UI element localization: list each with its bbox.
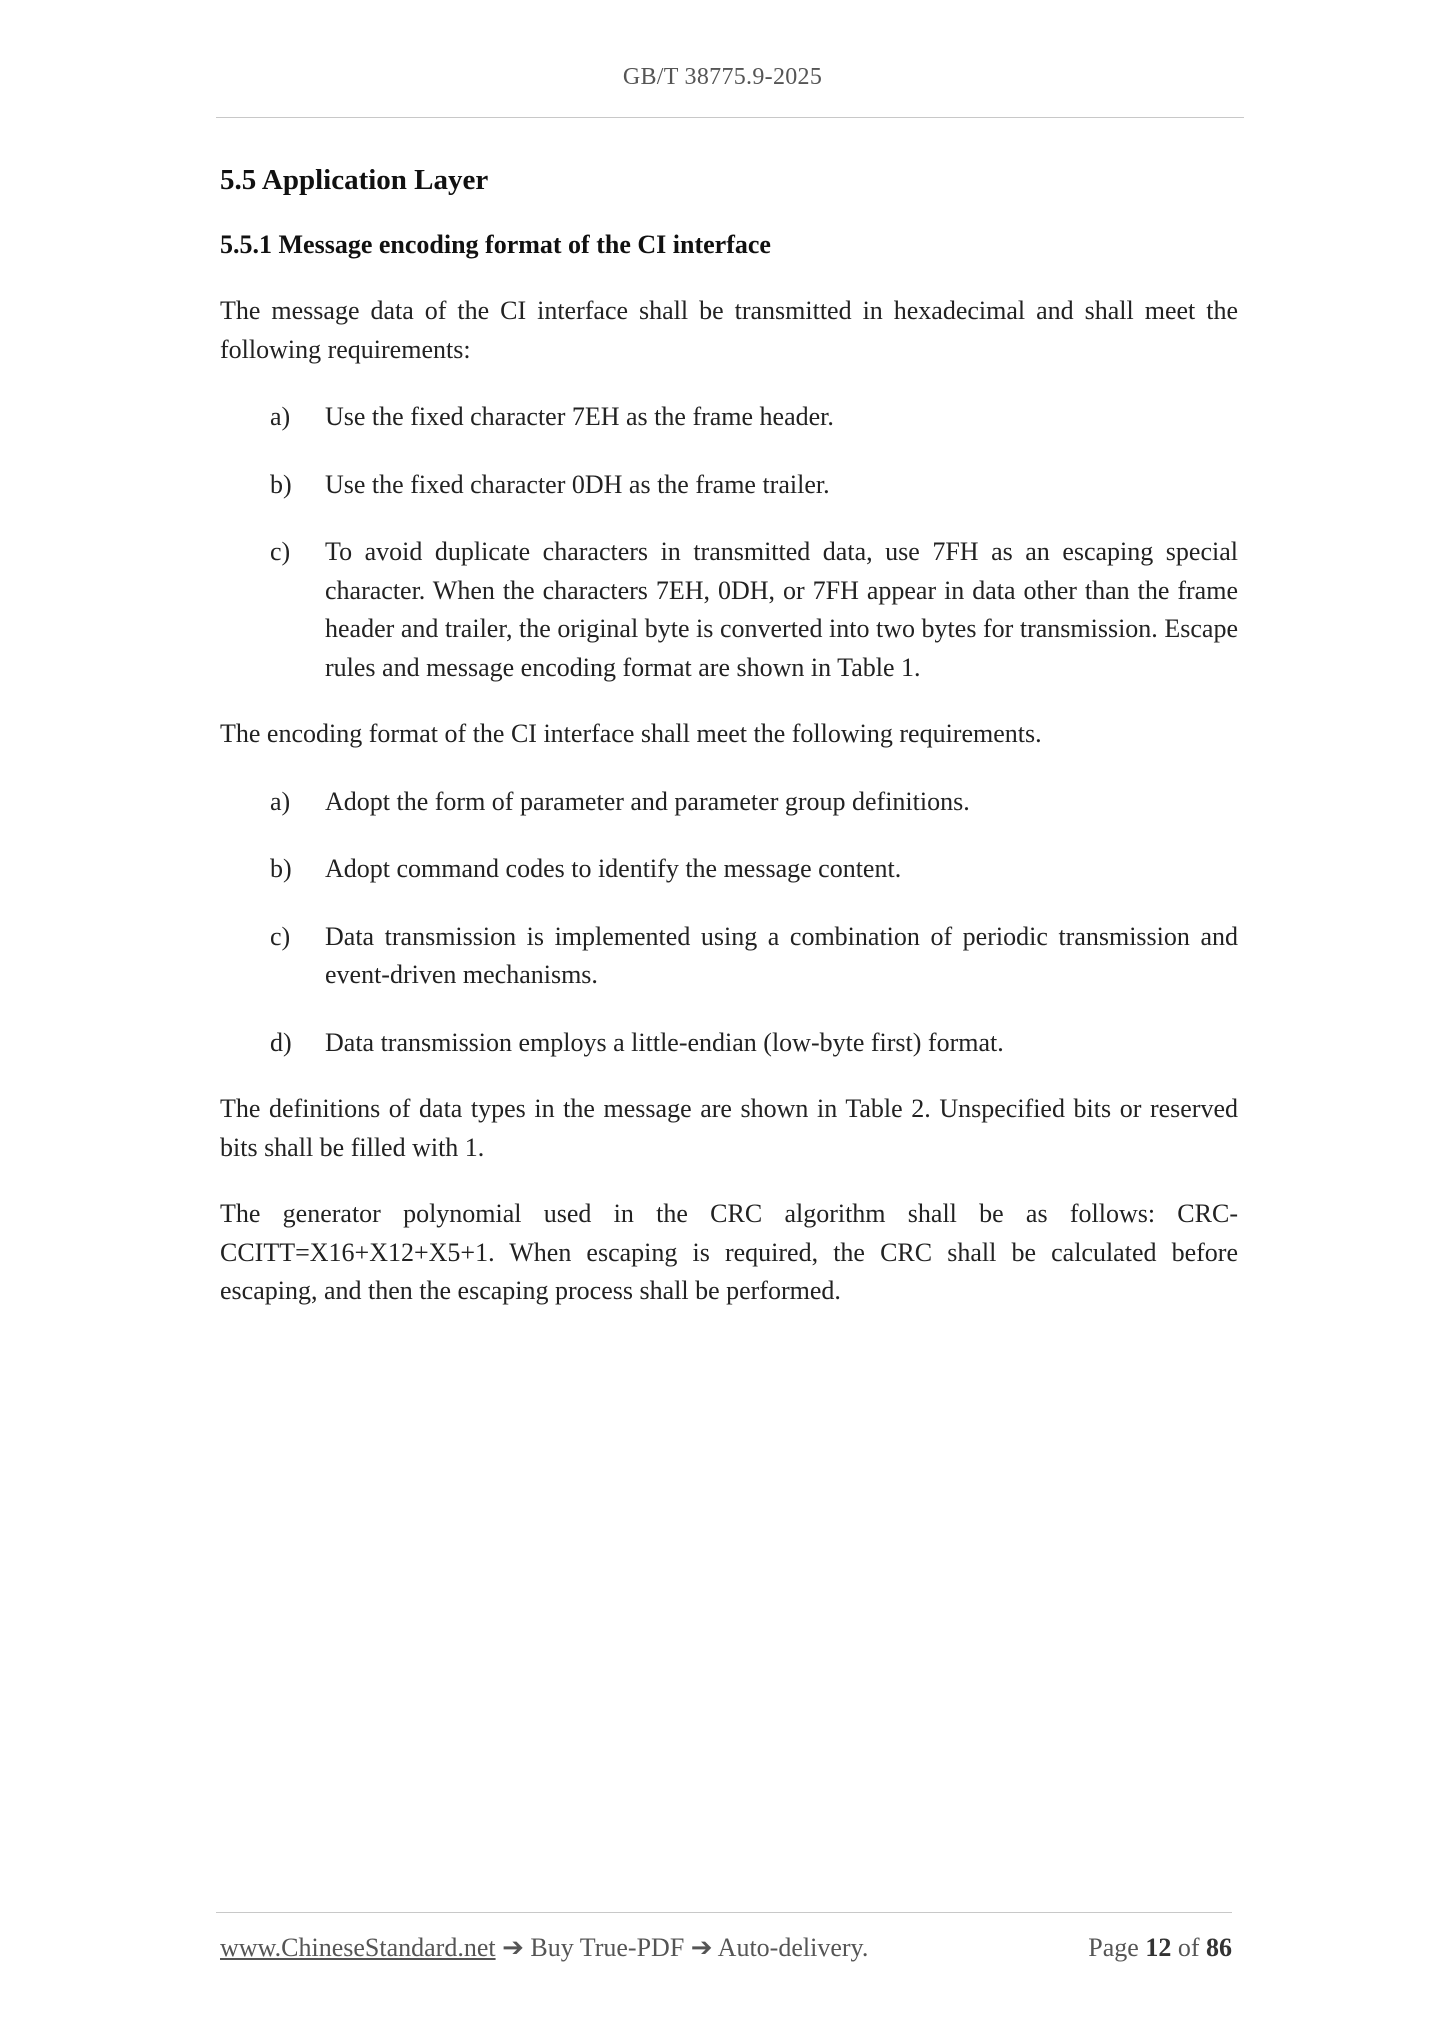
list-marker: d) bbox=[270, 1027, 292, 1057]
running-header: GB/T 38775.9-2025 bbox=[622, 64, 823, 90]
crc-paragraph: The generator polynomial used in the CRC algorithm shall be as follows: CRC-CCITT=X16+X12+X5+1. When escaping is required, the CRC shall be calculated before escaping, and then the escaping process shall be performed. bbox=[220, 1199, 1238, 1305]
list-item-text: Use the fixed character 0DH as the frame trailer. bbox=[325, 469, 830, 499]
section-title: 5.5 Application Layer bbox=[220, 164, 489, 196]
list-marker: a) bbox=[270, 402, 291, 431]
intro-paragraph: The message data of the CI interface shall be transmitted in hexadecimal and shall meet the following requirements: bbox=[220, 296, 1238, 364]
page-label: Page bbox=[1088, 1933, 1139, 1962]
encoding-intro-paragraph: The encoding format of the CI interface shall meet the following requirements. bbox=[220, 719, 1042, 748]
list-marker: b) bbox=[270, 469, 292, 499]
list-item-text: Data transmission employs a little-endian (low-byte first) format. bbox=[325, 1027, 1004, 1057]
header-divider bbox=[216, 117, 1244, 118]
buy-text: Buy True-PDF bbox=[530, 1933, 685, 1962]
list-item-text: Data transmission is implemented using a combination of periodic transmission and event-driven mechanisms. bbox=[325, 921, 1238, 989]
delivery-text: Auto-delivery. bbox=[717, 1933, 869, 1962]
list-item-text: Adopt the form of parameter and parameter group definitions. bbox=[325, 786, 970, 816]
list-item bbox=[220, 533, 1238, 687]
total-pages: 86 bbox=[1206, 1933, 1232, 1962]
page-content bbox=[220, 160, 1238, 1311]
current-page: 12 bbox=[1145, 1933, 1172, 1962]
footer-divider bbox=[216, 1912, 1232, 1913]
list-item-text: To avoid duplicate characters in transmitted data, use 7FH as an escaping special character. When the characters 7EH, 0DH, or 7FH appear in data other than the frame header and trailer, the original byte is converted into two bytes for transmission. Escape rules and message encoding format are shown in Table 1. bbox=[325, 537, 1238, 682]
website-link[interactable]: www.ChineseStandard.net bbox=[220, 1933, 496, 1962]
frame-requirements-list bbox=[220, 398, 1238, 687]
list-item bbox=[220, 398, 1238, 437]
list-item bbox=[220, 918, 1238, 995]
list-marker: c) bbox=[270, 537, 291, 566]
encoding-requirements-list bbox=[220, 783, 1238, 1063]
page-number bbox=[1088, 1930, 1232, 1966]
data-types-paragraph: The definitions of data types in the message are shown in Table 2. Unspecified bits or reserved bits shall be filled with 1. bbox=[220, 1094, 1238, 1162]
list-marker: a) bbox=[270, 786, 291, 816]
list-marker: c) bbox=[270, 921, 291, 951]
page-of: of bbox=[1177, 1933, 1200, 1962]
list-item-text: Adopt command codes to identify the message content. bbox=[325, 854, 902, 883]
list-item-text: Use the fixed character 7EH as the frame header. bbox=[325, 402, 834, 431]
arrow-right-icon: ➔ bbox=[502, 1933, 524, 1962]
list-item bbox=[220, 466, 1238, 505]
list-item bbox=[220, 783, 1238, 822]
list-marker: b) bbox=[270, 854, 292, 883]
arrow-right-icon: ➔ bbox=[690, 1933, 713, 1962]
list-item bbox=[220, 1024, 1238, 1063]
footer-promo bbox=[220, 1930, 868, 1966]
subsection-title: 5.5.1 Message encoding format of the CI interface bbox=[220, 230, 771, 259]
list-item bbox=[220, 850, 1238, 889]
